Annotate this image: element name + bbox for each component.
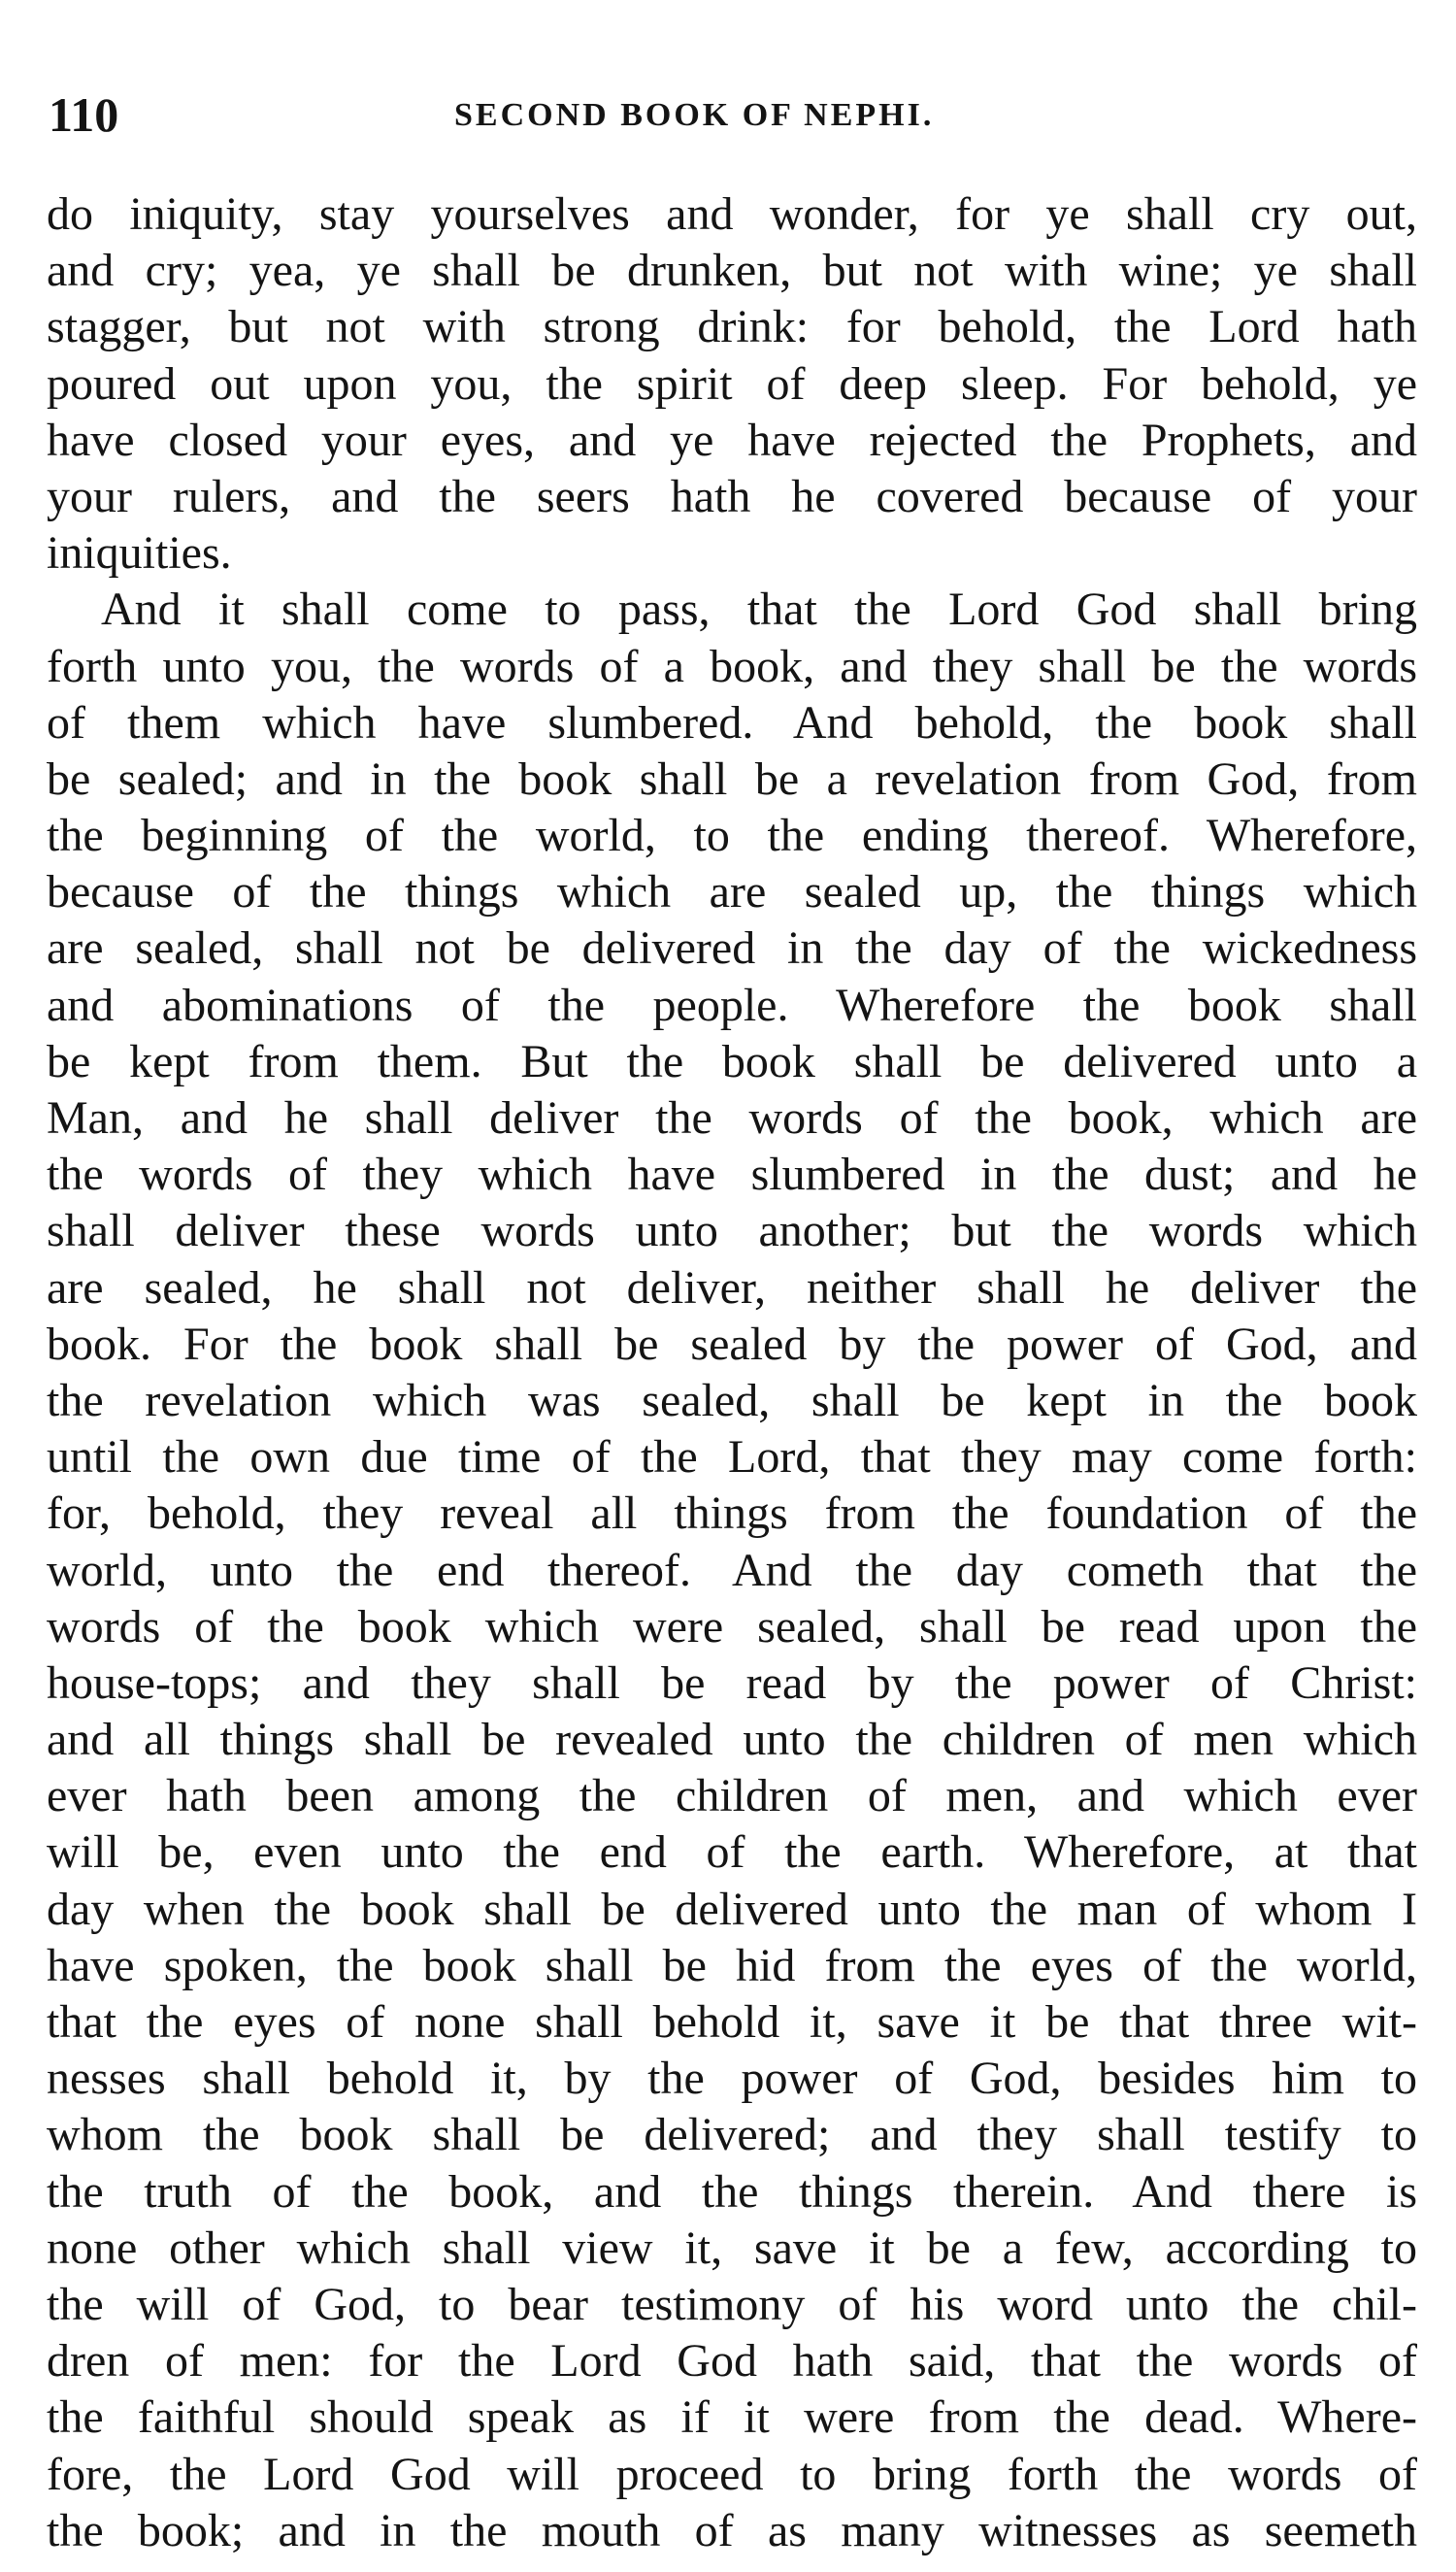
text-line: be sealed; and in the book shall be a revelation from God, from [47,752,1417,805]
text-line: fore, the Lord God will proceed to bring forth the words of [47,2448,1417,2500]
text-line: and abominations of the people. Wherefore the book shall [47,979,1417,1031]
text-line: your rulers, and the seers hath he covered because of your [47,470,1417,522]
text-line: the book; and in the mouth of as many witnesses as seemeth [47,2504,1417,2556]
text-line: poured out upon you, the spirit of deep sleep. For behold, ye [47,357,1417,410]
text-line: are sealed, he shall not deliver, neither shall he deliver the [47,1261,1417,1314]
text-line: because of the things which are sealed up, the things which [47,866,1417,919]
text-line: of them which have slumbered. And behold, the book shall [47,696,1417,749]
text-line: that the eyes of none shall behold it, save it be that three wit- [47,1996,1417,2048]
text-line: none other which shall view it, save it be a few, according to [47,2221,1417,2274]
text-line: day when the book shall be delivered unto the man of whom I [47,1883,1417,1935]
text-line: and all things shall be revealed unto the children of men which [47,1714,1417,1766]
text-line: have spoken, the book shall be hid from the eyes of the world, [47,1939,1417,1991]
text-line: the truth of the book, and the things therein. And there is [47,2165,1417,2218]
text-line: are sealed, shall not be delivered in the day of the wickedness [47,922,1417,975]
text-line: nesses shall behold it, by the power of God, besides him to [47,2053,1417,2105]
text-line: forth unto you, the words of a book, and they shall be the words [47,640,1417,692]
text-line: will be, even unto the end of the earth. Wherefore, at that [47,1826,1417,1879]
text-line: dren of men: for the Lord God hath said, that the words of [47,2335,1417,2388]
text-line: book. For the book shall be sealed by the power of God, and [47,1318,1417,1370]
text-line: the words of they which have slumbered in the dust; and he [47,1149,1417,1201]
text-line: the faithful should speak as if it were from the dead. Where- [47,2391,1417,2444]
text-line: iniquities. [47,527,232,580]
text-line: do iniquity, stay yourselves and wonder, for ye shall cry out, [47,188,1417,240]
text-line: house-tops; and they shall be read by the power of Christ: [47,1656,1417,1709]
text-line: ever hath been among the children of men, and which ever [47,1770,1417,1822]
text-line: the will of God, to bear testimony of his word unto the chil- [47,2278,1417,2330]
text-line: shall deliver these words unto another; but the words which [47,1205,1417,1257]
text-line: be kept from them. But the book shall be delivered unto a [47,1035,1417,1087]
text-line: And it shall come to pass, that the Lord God shall bring [101,584,1417,636]
text-line: and cry; yea, ye shall be drunken, but not with wine; ye shall [47,245,1417,297]
text-line: world, unto the end thereof. And the day cometh that the [47,1544,1417,1596]
text-line: the beginning of the world, to the ending thereof. Wherefore, [47,810,1417,862]
text-line: stagger, but not with strong drink: for behold, the Lord hath [47,301,1417,353]
running-title: SECOND BOOK OF NEPHI. [454,97,935,133]
text-line: for, behold, they reveal all things from the foundation of the [47,1487,1417,1540]
text-line: whom the book shall be delivered; and they shall testify to [47,2109,1417,2161]
body-text [47,186,1417,2559]
text-line: the revelation which was sealed, shall be kept in the book [47,1374,1417,1426]
text-line: have closed your eyes, and ye have rejected the Prophets, and [47,414,1417,466]
page-number: 110 [49,87,119,142]
text-line: until the own due time of the Lord, that they may come forth: [47,1431,1417,1484]
running-head [49,85,1417,144]
text-line: words of the book which were sealed, shall be read upon the [47,1600,1417,1653]
text-line: Man, and he shall deliver the words of the book, which are [47,1092,1417,1144]
